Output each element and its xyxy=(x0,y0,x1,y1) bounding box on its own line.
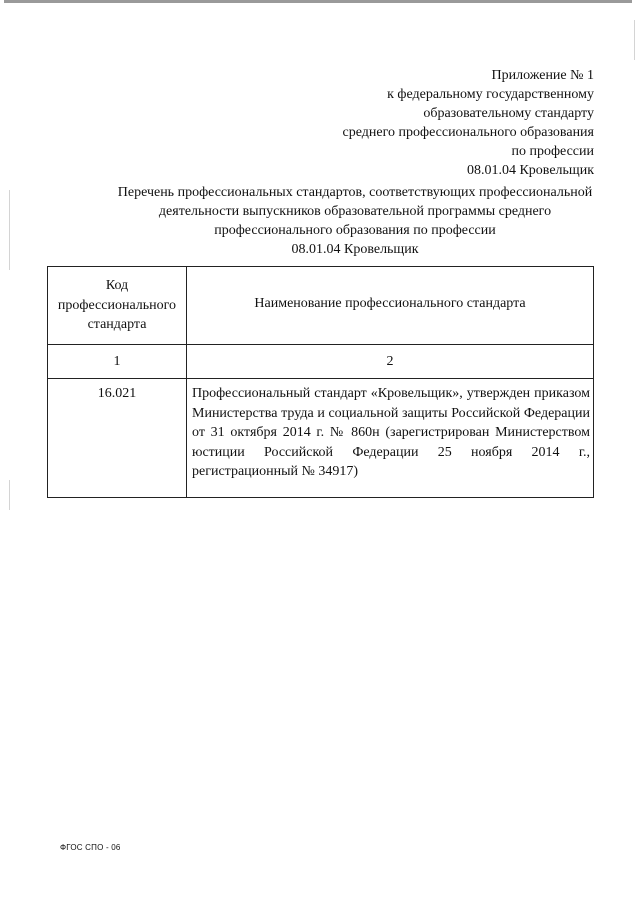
header-name-cell xyxy=(187,267,594,345)
heading-line: 08.01.04 Кровельщик xyxy=(291,242,419,257)
appendix-line: Приложение № 1 xyxy=(491,68,594,83)
scan-top-edge xyxy=(4,0,632,3)
appendix-line: среднего профессионального образования xyxy=(342,125,594,140)
appendix-line: по профессии xyxy=(511,144,594,159)
appendix-line: 08.01.04 Кровельщик xyxy=(466,163,594,178)
column-number-cell: 1 xyxy=(48,345,187,379)
footer-label: ФГОС СПО - 06 xyxy=(60,843,121,852)
appendix-line: образовательному стандарту xyxy=(423,106,594,121)
column-number-cell: 2 xyxy=(187,345,594,379)
scan-margin-line xyxy=(634,20,635,60)
heading-line: деятельности выпускников образовательной программы среднего xyxy=(158,204,552,219)
header-name-text: Наименование профессионального стандарта xyxy=(254,295,526,311)
appendix-line: к федеральному государственному xyxy=(387,87,594,102)
header-code-cell xyxy=(48,267,187,345)
header-code-text: Код профессионального стандарта xyxy=(57,278,177,333)
table-row xyxy=(48,379,594,498)
scan-margin-line xyxy=(9,190,10,270)
standard-name-cell: Профессиональный стандарт «Кровельщик», утвержден приказом Министерства труда и социальной защиты Российской Федерации от 31 октября 2014 г. № 860н (зарегистрирован Министерством юстиции Российской Федерации 25 ноября 2014 г., регистрационный № 34917) xyxy=(187,379,594,498)
scan-margin-line xyxy=(9,480,10,510)
standard-code-cell: 16.021 xyxy=(48,379,187,498)
heading-line: Перечень профессиональных стандартов, соответствующих профессиональной xyxy=(117,185,593,200)
table-header-row xyxy=(48,267,594,345)
heading-line: профессионального образования по профессии xyxy=(214,223,496,238)
standards-table xyxy=(47,266,594,498)
column-number-row xyxy=(48,345,594,379)
appendix-header xyxy=(343,66,594,180)
document-heading xyxy=(60,183,640,259)
